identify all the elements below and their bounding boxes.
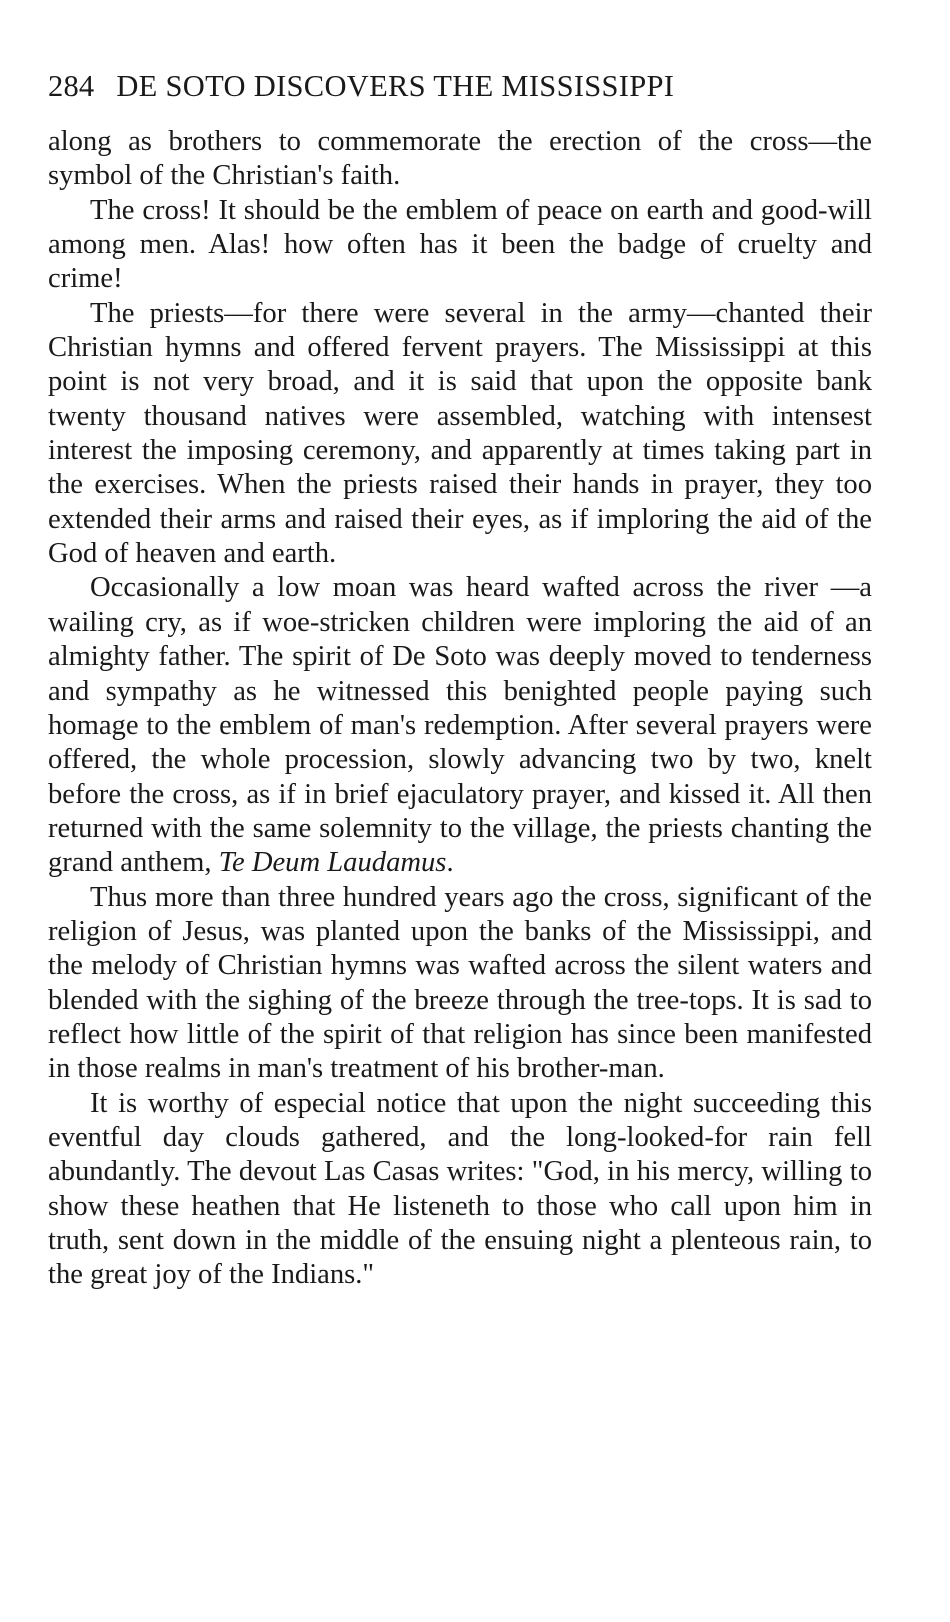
- body-text: [48, 125, 872, 1293]
- te-deum-laudamus: Te Deum Laudamus: [218, 847, 447, 879]
- page-number: 284: [48, 69, 95, 103]
- paragraph-rain-fell: It is worthy of especial notice that upon the night succeeding this eventful day clouds gathered, and the long-looked-for rain fell abundantly. The devout Las Casas writes: "God, in his mercy, willing to show these heathen that He listeneth to those who call upon him in truth, sent down in the middle of the ensuing night a plenteous rain, to the great joy of the Indians.": [48, 1087, 872, 1291]
- paragraph-three-hundred-years: Thus more than three hundred years ago the cross, significant of the religion of Jesus, was planted upon the banks of the Mississippi, and the melody of Christian hymns was wafted across the silent waters and blended with the sighing of the breeze through the tree-tops. It is sad to reflect how little of the spirit of that religion has since been manifested in those realms in man's treatment of his brother-man.: [48, 881, 872, 1085]
- running-head: [48, 68, 872, 104]
- running-title: DE SOTO DISCOVERS THE MISSISSIPPI: [116, 69, 675, 103]
- book-page: [48, 68, 872, 1293]
- paragraph-low-moan-text: Occasionally a low moan was heard wafted across the river —a wailing cry, as if woe-stricken children were imploring the aid of an almighty father. The spirit of De Soto was deeply moved to tenderness and sympathy as he witnessed this benighted people paying such homage to the emblem of man's redemption. After several prayers were offered, the whole procession, slowly advancing two by two, knelt before the cross, as if in brief ejaculatory prayer, and kissed it. All then returned with the same solemnity to the village, the priests chanting the grand anthem,: [48, 572, 872, 879]
- paragraph-low-moan-end: .: [446, 847, 454, 879]
- paragraph-priests-chanted: The priests—for there were several in the army—chanted their Christian hymns and offered fervent prayers. The Mississippi at this point is not very broad, and it is said that upon the opposite bank twenty thousand natives were assembled, watching with intensest interest the imposing ceremony, and apparently at times taking part in the exercises. When the priests raised their hands in prayer, they too extended their arms and raised their eyes, as if imploring the aid of the God of heaven and earth.: [48, 297, 872, 570]
- paragraph-emblem-of-peace: The cross! It should be the emblem of peace on earth and good-will among men. Alas! how often has it been the badge of cruelty and crime!: [48, 194, 872, 295]
- paragraph-cross-erection: along as brothers to commemorate the erection of the cross—the symbol of the Christian's faith.: [48, 126, 872, 192]
- paragraph-low-moan: [48, 571, 872, 880]
